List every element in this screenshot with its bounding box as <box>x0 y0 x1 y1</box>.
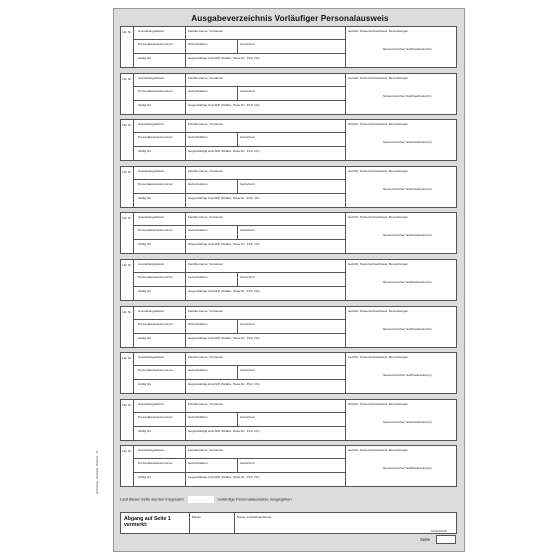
count-field[interactable] <box>188 496 214 503</box>
gebuehr-label: Gebühr, Kostenschnachweis, Bemerkungen <box>348 168 409 173</box>
gebuehr-label: Gebühr, Kostenschnachweis, Bemerkungen <box>348 122 409 127</box>
personalausweisnummer-label: Personalausweisnummer <box>138 461 173 466</box>
divider <box>134 472 345 473</box>
lfd-nr-label: Lfd. Nr. <box>121 167 134 207</box>
gueltig-bis-label: Gültig bis <box>138 475 151 480</box>
gebuehr-label: Gebühr, Kostenschnachweis, Bemerkungen <box>348 448 409 453</box>
divider <box>134 319 345 320</box>
divider <box>185 307 186 348</box>
count-suffix: vorläufige Personalausweise ausgegeben. <box>217 496 293 502</box>
geburtsort-label: Geburtsort <box>240 368 255 373</box>
divider <box>185 167 186 208</box>
abgang-label: Abgang auf Seite 1 vermerkt: <box>124 516 171 529</box>
seite-label: Seite <box>420 537 431 542</box>
personalausweisnummer-label: Personalausweisnummer <box>138 88 173 93</box>
geburtsdatum-label: Geburtsdatum <box>188 321 208 326</box>
divider <box>185 213 186 254</box>
divider <box>345 446 346 487</box>
lfd-nr-label: Lfd. Nr. <box>121 260 134 300</box>
anschrift-label: Gegenwärtige Anschrift (Straße, Haus-Nr., PLZ, Ort) <box>188 102 260 107</box>
divider <box>345 400 346 441</box>
gebuehr-label: Gebühr, Kostenschnachweis, Bemerkungen <box>348 355 409 360</box>
ausstellungsdatum-label: Ausstellungsdatum <box>138 308 165 313</box>
divider <box>345 27 346 68</box>
gebuehr-label: Gebühr, Kostenschnachweis, Bemerkungen <box>348 75 409 80</box>
lfd-nr-label: Lfd. Nr. <box>121 27 134 67</box>
divider <box>134 239 345 240</box>
form-title: Ausgabeverzeichnis Vorläufiger Personalausweis <box>191 14 389 23</box>
gueltig-bis-label: Gültig bis <box>138 382 151 387</box>
geburtsort-label: Geburtsort <box>240 228 255 233</box>
gueltig-bis-label: Gültig bis <box>138 195 151 200</box>
divider <box>345 213 346 254</box>
datum-label: Datum <box>192 515 202 519</box>
namenszeichen-label: Namenszeichen Sachbearbeiter(in) <box>383 93 432 98</box>
anschrift-label: Gegenwärtige Anschrift (Straße, Haus-Nr., PLZ, Ort) <box>188 195 260 200</box>
divider <box>237 39 238 53</box>
gueltig-bis-label: Gültig bis <box>138 428 151 433</box>
divider <box>237 225 238 239</box>
namenszeichen-label: Namenszeichen Sachbearbeiter(in) <box>383 140 432 145</box>
divider <box>237 319 238 333</box>
familienname-label: Familienname, Vornamen <box>188 168 224 173</box>
divider <box>237 179 238 193</box>
gueltig-bis-label: Gültig bis <box>138 102 151 107</box>
gebuehr-label: Gebühr, Kostenschnachweis, Bemerkungen <box>348 401 409 406</box>
personalausweisnummer-label: Personalausweisnummer <box>138 414 173 419</box>
personalausweisnummer-label: Personalausweisnummer <box>138 321 173 326</box>
gueltig-bis-label: Gültig bis <box>138 56 151 60</box>
form-entry <box>120 399 457 441</box>
divider <box>345 260 346 301</box>
divider <box>134 379 345 380</box>
geburtsort-label: Geburtsort <box>240 414 255 419</box>
lfd-nr-label: Lfd. Nr. <box>121 307 134 347</box>
personalausweisnummer-label: Personalausweisnummer <box>138 181 173 186</box>
geburtsdatum-label: Geburtsdatum <box>188 414 208 419</box>
lfd-nr-label: Lfd. Nr. <box>121 400 134 440</box>
anschrift-label: Gegenwärtige Anschrift (Straße, Haus-Nr., PLZ, Ort) <box>188 335 260 340</box>
geburtsort-label: Geburtsort <box>240 42 255 46</box>
divider <box>185 260 186 301</box>
geburtsdatum-label: Geburtsdatum <box>188 275 208 279</box>
geburtsdatum-label: Geburtsdatum <box>188 135 208 140</box>
gebuehr-label: Gebühr, Kostenschnachweis, Bemerkungen <box>348 215 409 220</box>
familienname-label: Familienname, Vornamen <box>188 448 224 453</box>
divider <box>134 86 345 87</box>
divider <box>234 513 235 534</box>
geburtsdatum-label: Geburtsdatum <box>188 228 208 233</box>
personalausweisnummer-label: Personalausweisnummer <box>138 368 173 373</box>
namenszeichen-label: Namenszeichen Sachbearbeiter(in) <box>383 466 432 471</box>
geburtsort-label: Geburtsort <box>240 461 255 466</box>
form-entry <box>120 166 457 208</box>
namenszeichen-label: Namenszeichen Sachbearbeiter(in) <box>383 326 432 331</box>
seite-field[interactable] <box>436 535 456 544</box>
form-entry <box>120 352 457 394</box>
ausstellungsdatum-label: Ausstellungsdatum <box>138 401 165 406</box>
ausstellungsdatum-label: Ausstellungsdatum <box>138 168 165 173</box>
divider <box>345 307 346 348</box>
familienname-label: Familienname, Vornamen <box>188 262 224 266</box>
divider <box>134 193 345 194</box>
geburtsdatum-label: Geburtsdatum <box>188 42 208 46</box>
divider <box>134 225 345 226</box>
divider <box>237 132 238 146</box>
geburtsdatum-label: Geburtsdatum <box>188 368 208 373</box>
divider <box>134 458 345 459</box>
familienname-label: Familienname, Vornamen <box>188 355 224 360</box>
divider <box>134 53 345 54</box>
ausstellungsdatum-label: Ausstellungsdatum <box>138 355 165 360</box>
anschrift-label: Gegenwärtige Anschrift (Straße, Haus-Nr., PLZ, Ort) <box>188 382 260 387</box>
divider <box>237 458 238 472</box>
namenszeichen-label: Namenszeichen Sachbearbeiter(in) <box>383 47 432 51</box>
divider <box>134 365 345 366</box>
ausstellungsdatum-label: Ausstellungsdatum <box>138 29 165 33</box>
ausstellungsdatum-label: Ausstellungsdatum <box>138 262 165 266</box>
divider <box>185 27 186 68</box>
divider <box>237 86 238 100</box>
anschrift-label: Gegenwärtige Anschrift (Straße, Haus-Nr., PLZ, Ort) <box>188 242 260 247</box>
divider <box>237 272 238 286</box>
divider <box>237 365 238 379</box>
divider <box>185 353 186 394</box>
familienname-label: Familienname, Vornamen <box>188 308 224 313</box>
familienname-label: Familienname, Vornamen <box>188 75 224 80</box>
form-entry <box>120 26 457 68</box>
divider <box>134 412 345 413</box>
gebuehr-label: Gebühr, Kostenschnachweis, Bemerkungen <box>348 262 409 266</box>
geburtsort-label: Geburtsort <box>240 88 255 93</box>
divider <box>134 426 345 427</box>
gebuehr-label: Gebühr, Kostenschnachweis, Bemerkungen <box>348 29 409 33</box>
namenszeichen-label: Namenszeichen Sachbearbeiter(in) <box>383 186 432 191</box>
divider <box>189 513 190 534</box>
geburtsdatum-label: Geburtsdatum <box>188 181 208 186</box>
count-prefix: Laut dieser Seite wurden insgesamt <box>120 496 184 502</box>
lfd-nr-label: Lfd. Nr. <box>121 213 134 253</box>
familienname-label: Familienname, Vornamen <box>188 29 224 33</box>
familienname-label: Familienname, Vornamen <box>188 215 224 220</box>
form-entry <box>120 445 457 487</box>
anschrift-label: Gegenwärtige Anschrift (Straße, Haus-Nr., PLZ, Ort) <box>188 475 260 480</box>
divider <box>134 146 345 147</box>
lfd-nr-label: Lfd. Nr. <box>121 74 134 114</box>
familienname-label: Familienname, Vornamen <box>188 122 224 127</box>
namenszeichen-label: Namenszeichen Sachbearbeiter(in) <box>383 233 432 238</box>
divider <box>237 412 238 426</box>
anschrift-label: Gegenwärtige Anschrift (Straße, Haus-Nr., PLZ, Ort) <box>188 56 260 60</box>
anschrift-label: Gegenwärtige Anschrift (Straße, Haus-Nr., PLZ, Ort) <box>188 149 260 154</box>
geburtsort-label: Geburtsort <box>240 275 255 279</box>
personalausweisnummer-label: Personalausweisnummer <box>138 228 173 233</box>
divider <box>185 120 186 161</box>
divider <box>345 167 346 208</box>
divider <box>134 179 345 180</box>
namenszeichen-label: Namenszeichen Sachbearbeiter(in) <box>383 280 432 284</box>
geburtsort-label: Geburtsort <box>240 181 255 186</box>
divider <box>134 132 345 133</box>
gueltig-bis-label: Gültig bis <box>138 242 151 247</box>
divider <box>185 400 186 441</box>
divider <box>345 74 346 115</box>
lfd-nr-label: Lfd. Nr. <box>121 353 134 393</box>
abgang-box <box>120 512 457 534</box>
divider <box>134 333 345 334</box>
gebuehr-label: Gebühr, Kostenschnachweis, Bemerkungen <box>348 308 409 313</box>
divider <box>134 286 345 287</box>
anschrift-label: Gegenwärtige Anschrift (Straße, Haus-Nr., PLZ, Ort) <box>188 289 260 293</box>
name-amtsbezeichnung-label: Name, Amtsbezeichnung <box>237 515 272 519</box>
familienname-label: Familienname, Vornamen <box>188 401 224 406</box>
ausstellungsdatum-label: Ausstellungsdatum <box>138 215 165 220</box>
form-entry <box>120 212 457 254</box>
divider <box>345 353 346 394</box>
form-entry <box>120 259 457 301</box>
form-entry <box>120 73 457 115</box>
anschrift-label: Gegenwärtige Anschrift (Straße, Haus-Nr., PLZ, Ort) <box>188 428 260 433</box>
ausstellungsdatum-label: Ausstellungsdatum <box>138 122 165 127</box>
divider <box>134 39 345 40</box>
form-entry <box>120 306 457 348</box>
lfd-nr-label: Lfd. Nr. <box>121 446 134 486</box>
ausstellungsdatum-label: Ausstellungsdatum <box>138 448 165 453</box>
side-imprint: Rechtsweg · Druckerei · Behörde · Nr. <box>96 450 99 494</box>
personalausweisnummer-label: Personalausweisnummer <box>138 275 173 279</box>
divider <box>185 446 186 487</box>
ausstellungsdatum-label: Ausstellungsdatum <box>138 75 165 80</box>
divider <box>185 74 186 115</box>
divider <box>345 120 346 161</box>
gueltig-bis-label: Gültig bis <box>138 149 151 154</box>
geburtsdatum-label: Geburtsdatum <box>188 88 208 93</box>
count-statement <box>120 496 460 503</box>
form-sheet <box>113 8 465 552</box>
geburtsort-label: Geburtsort <box>240 135 255 140</box>
geburtsort-label: Geburtsort <box>240 321 255 326</box>
unterschrift-label: Unterschrift <box>431 529 447 533</box>
divider <box>134 100 345 101</box>
personalausweisnummer-label: Personalausweisnummer <box>138 135 173 140</box>
gueltig-bis-label: Gültig bis <box>138 335 151 340</box>
divider <box>134 272 345 273</box>
personalausweisnummer-label: Personalausweisnummer <box>138 42 173 46</box>
geburtsdatum-label: Geburtsdatum <box>188 461 208 466</box>
namenszeichen-label: Namenszeichen Sachbearbeiter(in) <box>383 373 432 378</box>
gueltig-bis-label: Gültig bis <box>138 289 151 293</box>
form-entry <box>120 119 457 161</box>
lfd-nr-label: Lfd. Nr. <box>121 120 134 160</box>
namenszeichen-label: Namenszeichen Sachbearbeiter(in) <box>383 419 432 424</box>
